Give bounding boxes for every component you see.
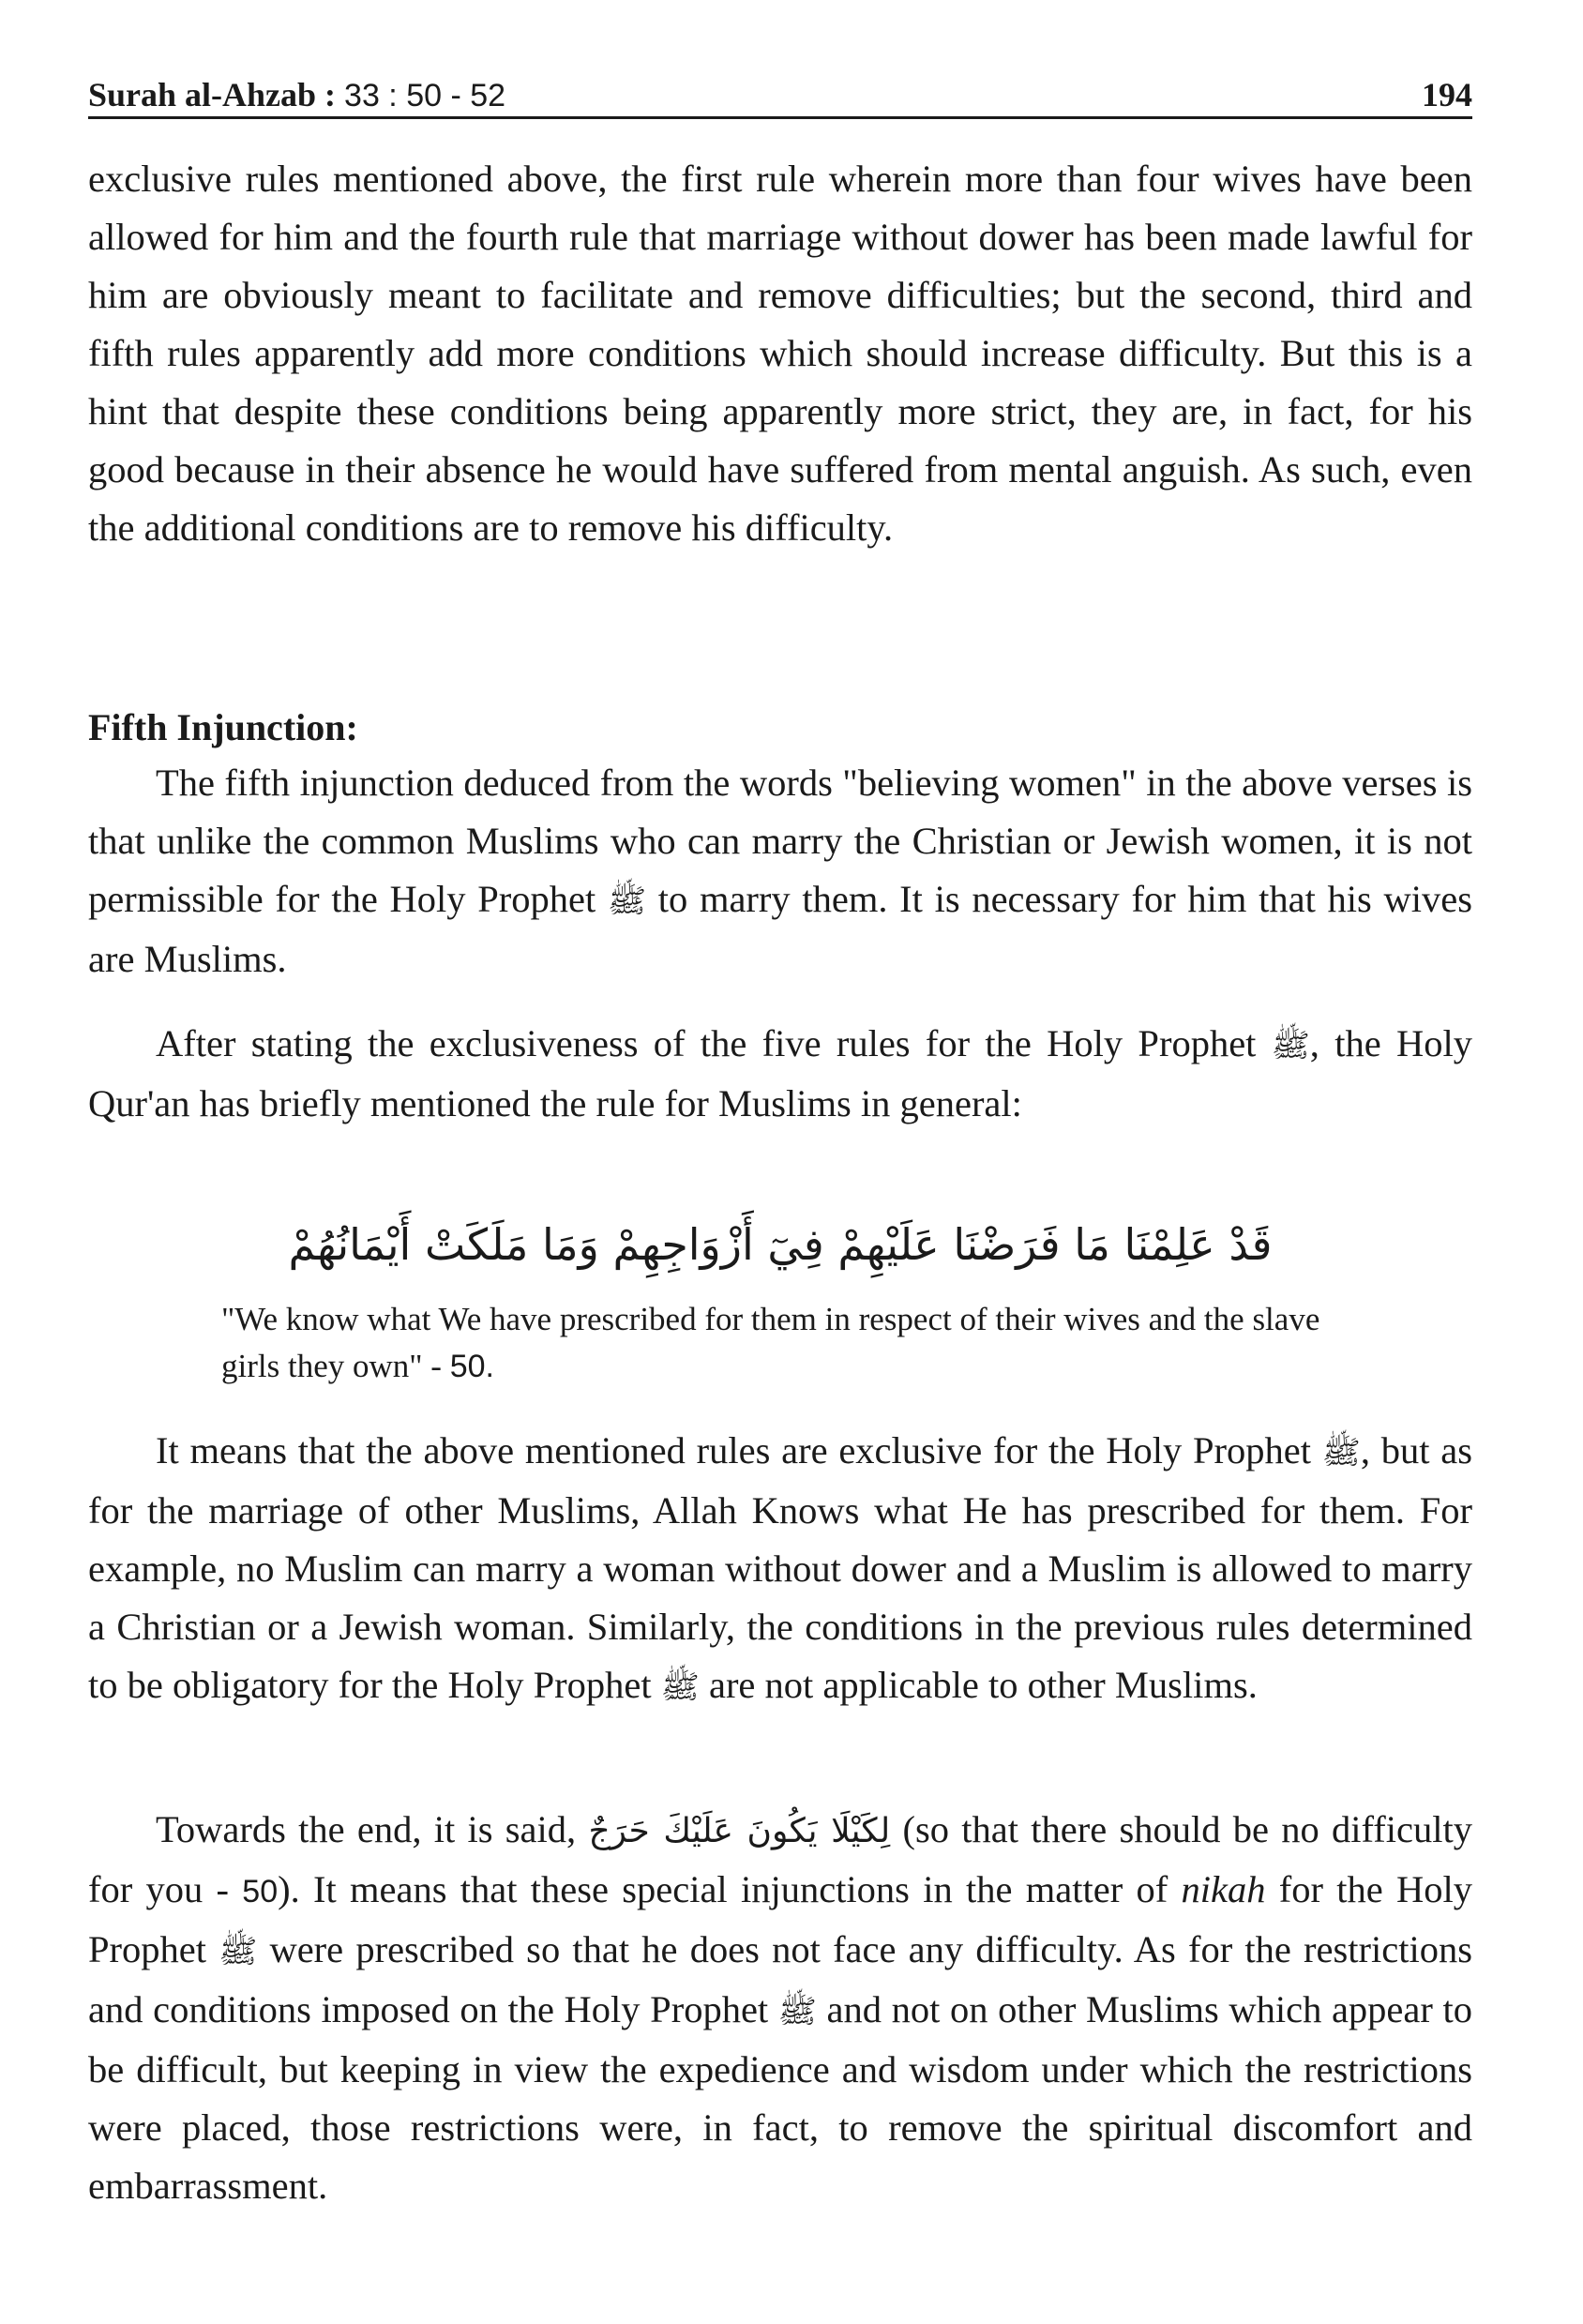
paragraph-1: exclusive rules mentioned above, the first rule wherein more than four wives have been allowed for him and the fourth rule that marriage without dower has been made lawful for him are obviously meant to facilitate and remove difficulties; but the second, third and fifth rules apparently add more conditions which should increase difficulty. But this is a hint that despite these conditions being apparently more strict, they are, in fact, for his good because in their absence he would have suffered from mental anguish. As such, even the additional conditions are to remove his difficulty. [88, 158, 1472, 549]
verse-number: 50 [242, 1874, 279, 1909]
salutation-icon: ﷺ [1321, 1434, 1361, 1471]
arabic-phrase: لِكَيْلَا يَكُونَ عَلَيْكَ حَرَجٌ [588, 1812, 891, 1850]
salutation-icon: ﷺ [607, 883, 647, 920]
verse-reference: 33 : 50 - 52 [344, 78, 506, 113]
running-header [88, 58, 1472, 114]
page-number: 194 [1422, 76, 1472, 113]
salutation-icon: ﷺ [1271, 1027, 1310, 1064]
section-heading: Fifth Injunction: [88, 706, 358, 748]
verse-translation: "We know what We have prescribed for them in respect of their wives and the slave girls they own" - 50. [221, 1301, 1320, 1384]
salutation-icon: ﷺ [219, 1933, 258, 1970]
verse-number: 50. [449, 1349, 494, 1384]
paragraph-3: After stating the exclusiveness of the five rules for the Holy Prophet ﷺ, the Holy Qur'an has briefly mentioned the rule for Muslims in general: [88, 1022, 1472, 1124]
paragraph-4: It means that the above mentioned rules are exclusive for the Holy Prophet ﷺ, but as for the marriage of other Muslims, Allah Knows what He has prescribed for them. For example, no Muslim can marry a woman without dower and a Muslim is allowed to marry a Christian or a Jewish woman. Similarly, the conditions in the previous rules determined to be obligatory for the Holy Prophet ﷺ are not applicable to other Muslims. [88, 1429, 1472, 1706]
paragraph-5: Towards the end, it is said, لِكَيْلَا يَكُونَ عَلَيْكَ حَرَجٌ (so that there should be no difficulty for you - 50). It means that these special injunctions in the matter of nikah for the Holy Prophet ﷺ were prescribed so that he does not face any difficulty. As for the restrictions and conditions imposed on the Holy Prophet ﷺ and not on other Muslims which appear to be difficult, but keeping in view the expedience and wisdom under which the restrictions were placed, those restrictions were, in fact, to remove the spiritual discomfort and embarrassment. [88, 1808, 1473, 2207]
salutation-icon: ﷺ [660, 1668, 700, 1706]
salutation-icon: ﷺ [777, 1993, 817, 2030]
arabic-verse: قَدْ عَلِمْنَا مَا فَرَضْنَا عَلَيْهِمْ فِيٓ أَزْوَاجِهِمْ وَمَا مَلَكَتْ أَيْمَانُهُمْ [288, 1219, 1273, 1270]
paragraph-2: The fifth injunction deduced from the words "believing women" in the above verses is that unlike the common Muslims who can marry the Christian or Jewish women, it is not permissible for the Holy Prophet ﷺ to marry them. It is necessary for him that his wives are Muslims. [88, 762, 1472, 980]
italic-term: nikah [1181, 1868, 1266, 1910]
header-rule [88, 116, 1472, 119]
chapter-title: Surah al-Ahzab : 33 : 50 - 52 [88, 76, 506, 113]
